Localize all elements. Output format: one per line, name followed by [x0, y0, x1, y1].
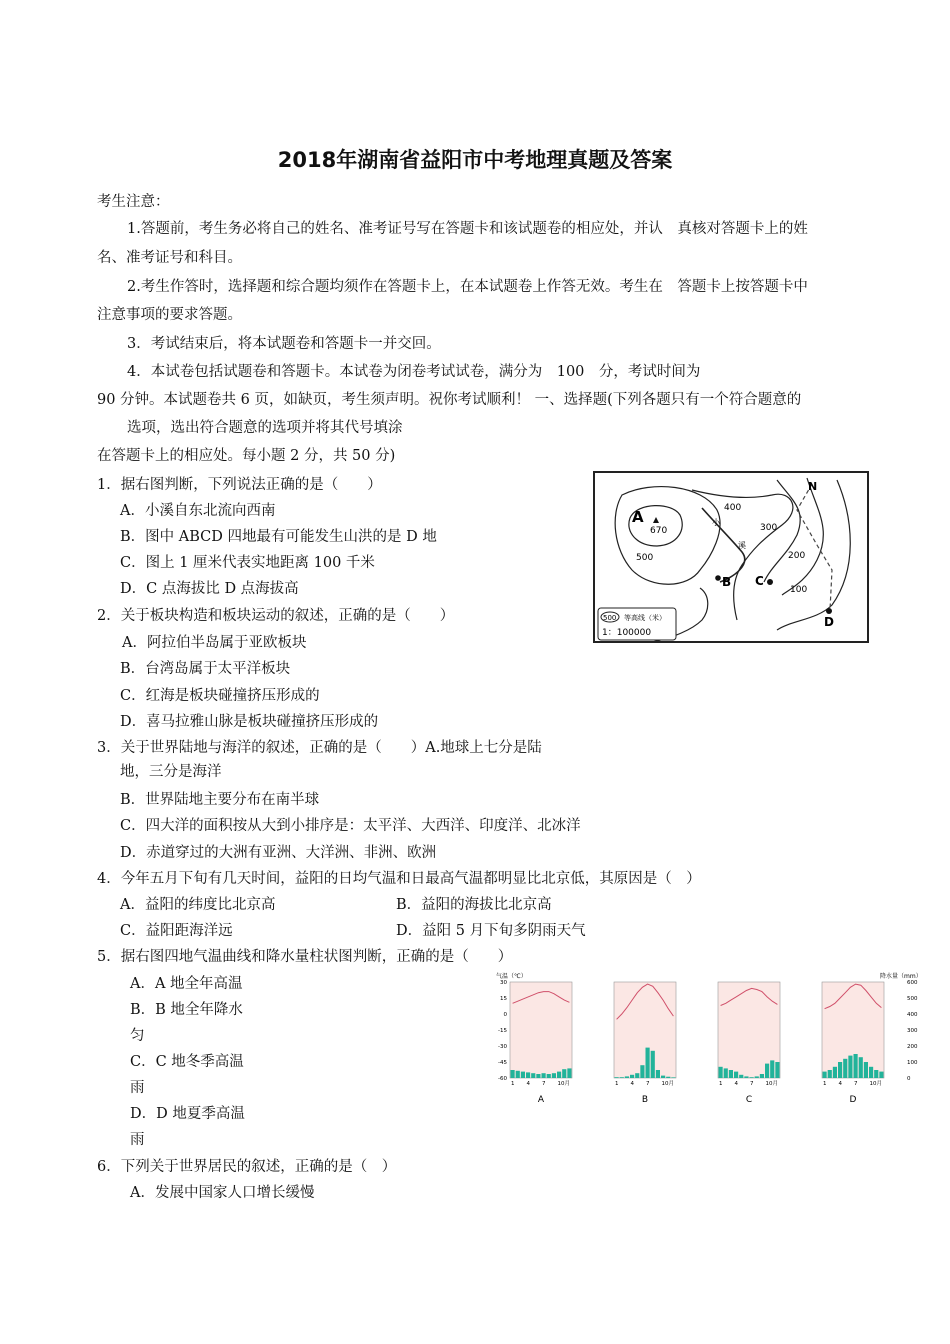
- month-tick-label: 1: [511, 1081, 515, 1087]
- q4-option-d: D．益阳 5 月下旬多阴雨天气: [396, 923, 586, 939]
- q4-option-c: C．益阳距海洋远: [120, 923, 233, 939]
- precip-bar: [823, 1072, 827, 1078]
- temp-tick-label: 30: [500, 980, 507, 986]
- q6-option-a: A．发展中国家人口增长缓慢: [130, 1185, 315, 1201]
- q4-option-b: B．益阳的海拔比北京高: [396, 897, 552, 913]
- precip-bar: [874, 1070, 878, 1078]
- precip-bar: [775, 1062, 779, 1078]
- precip-bar: [734, 1072, 738, 1078]
- month-tick-label: 7: [854, 1081, 858, 1087]
- precip-bar: [864, 1062, 868, 1078]
- precip-bar: [630, 1075, 634, 1078]
- precip-tick-label: 400: [907, 1012, 918, 1018]
- temp-tick-label: -15: [498, 1028, 507, 1034]
- notice-4: 4．本试卷包括试题卷和答题卡。本试卷为闭卷考试试卷，满分为 100 分，考试时间为: [127, 364, 701, 380]
- month-tick-label: 1: [719, 1081, 723, 1087]
- notice-1-cont: 名、准考证号和科目。: [97, 250, 242, 266]
- notice-4-cont3: 在答题卡上的相应处。每小题 2 分，共 50 分): [97, 448, 396, 464]
- month-tick-label: 4: [630, 1081, 634, 1087]
- point-c-marker: [767, 579, 773, 585]
- legend-label: 等高线（米）: [624, 614, 666, 622]
- month-tick-label: 10月: [557, 1081, 570, 1087]
- q5-option-d: D．D 地夏季高温: [130, 1106, 245, 1122]
- precip-bar: [646, 1048, 650, 1078]
- contour-map-figure: [592, 470, 872, 646]
- precip-tick-label: 100: [907, 1060, 918, 1066]
- notice-4-cont2: 选项，选出符合题意的选项并将其代号填涂: [127, 420, 403, 436]
- precip-bar: [531, 1073, 535, 1078]
- precip-bar: [843, 1059, 847, 1078]
- chart-plot-area: [822, 982, 884, 1078]
- precip-bar: [838, 1062, 842, 1078]
- q5-stem: 5．据右图四地气温曲线和降水量柱状图判断，正确的是（ ）: [97, 949, 513, 965]
- notice-2-cont: 注意事项的要求答题。: [97, 307, 242, 323]
- q3-option-c: C．四大洋的面积按从大到小排序是：太平洋、大西洋、印度洋、北冰洋: [120, 818, 581, 834]
- chart-label: A: [537, 1095, 545, 1105]
- precip-bar: [671, 1077, 675, 1078]
- chart-label: D: [849, 1095, 857, 1105]
- notice-heading: 考生注意：: [97, 194, 170, 210]
- precip-bar: [661, 1076, 665, 1078]
- temp-axis-title: 气温（℃）: [496, 973, 527, 980]
- q5-option-a: A．A 地全年高温: [130, 976, 243, 992]
- precip-bar: [750, 1077, 754, 1078]
- q2-option-d: D．喜马拉雅山脉是板块碰撞挤压形成的: [120, 714, 379, 730]
- q6-stem: 6．下列关于世界居民的叙述，正确的是（ ）: [97, 1159, 397, 1175]
- month-tick-label: 4: [526, 1081, 530, 1087]
- point-c-label: C: [755, 574, 764, 588]
- contour-label-400: 400: [724, 503, 742, 513]
- notice-2: 2.考生作答时，选择题和综合题均须作在答题卡上，在本试题卷上作答无效。考生在 答题卡上按答题卡中: [127, 279, 808, 295]
- precip-bar: [656, 1070, 660, 1078]
- precip-bar: [828, 1070, 832, 1078]
- precip-bar: [719, 1067, 723, 1078]
- q3-option-d: D．赤道穿过的大洲有亚洲、大洋洲、非洲、欧洲: [120, 845, 437, 861]
- month-tick-label: 4: [734, 1081, 738, 1087]
- q5-option-d-cont: 雨: [130, 1132, 145, 1148]
- month-tick-label: 1: [823, 1081, 827, 1087]
- north-label: N: [808, 480, 818, 493]
- contour-label-500: 500: [636, 553, 654, 563]
- chart-plot-area: [614, 982, 676, 1078]
- chart-plot-area: [510, 982, 572, 1078]
- q2-stem: 2．关于板块构造和板块运动的叙述，正确的是（ ）: [97, 608, 455, 624]
- point-d-marker: [826, 608, 832, 614]
- q1-option-c: C．图上 1 厘米代表实地距离 100 千米: [120, 555, 375, 571]
- precip-bar: [765, 1064, 769, 1078]
- q2-option-a: A．阿拉伯半岛属于亚欧板块: [122, 635, 307, 651]
- precip-bar: [724, 1068, 728, 1078]
- climate-charts-figure: [494, 970, 924, 1110]
- precip-bar: [848, 1056, 852, 1078]
- precip-bar: [666, 1077, 670, 1078]
- precip-bar: [625, 1076, 629, 1078]
- precip-bar: [739, 1075, 743, 1078]
- precip-bar: [521, 1072, 525, 1078]
- temp-tick-label: -45: [498, 1060, 507, 1066]
- month-tick-label: 10月: [765, 1081, 778, 1087]
- contour-label-300: 300: [760, 523, 778, 533]
- summit-value: 670: [650, 526, 668, 536]
- temp-tick-label: 0: [503, 1012, 507, 1018]
- q2-option-c: C．红海是板块碰撞挤压形成的: [120, 688, 320, 704]
- q1-option-b: B．图中 ABCD 四地最有可能发生山洪的是 D 地: [120, 529, 437, 545]
- notice-4-cont: 90 分钟。本试题卷共 6 页，如缺页，考生须声明。祝你考试顺利！ 一、选择题(下列各题只有一个符合题意的: [97, 392, 802, 408]
- point-d-label: D: [824, 615, 834, 629]
- page-title: 2018年湖南省益阳市中考地理真题及答案: [277, 148, 673, 172]
- precip-bar: [547, 1074, 551, 1078]
- precip-bar: [854, 1054, 858, 1078]
- q1-option-d: D．C 点海拔比 D 点海拔高: [120, 581, 299, 597]
- q3-option-b: B．世界陆地主要分布在南半球: [120, 792, 320, 808]
- stream-char-2: 溪: [738, 541, 746, 550]
- q2-option-b: B．台湾岛属于太平洋板块: [120, 661, 291, 677]
- precip-bar: [552, 1073, 556, 1078]
- precip-bar: [620, 1077, 624, 1078]
- notice-3: 3．考试结束后，将本试题卷和答题卡一并交回。: [127, 336, 441, 352]
- precip-bar: [542, 1073, 546, 1078]
- precip-bar: [557, 1072, 561, 1078]
- precip-tick-label: 300: [907, 1028, 918, 1034]
- precip-bar: [536, 1074, 540, 1078]
- precip-bar: [859, 1057, 863, 1078]
- precip-bar: [562, 1069, 566, 1078]
- map-scale: 1：100000: [602, 628, 652, 638]
- q1-stem: 1．据右图判断，下列说法正确的是（ ）: [97, 477, 382, 493]
- q5-option-b: B．B 地全年降水: [130, 1002, 243, 1018]
- precip-bar: [526, 1072, 530, 1078]
- precip-bar: [755, 1076, 759, 1078]
- precip-bar: [567, 1068, 571, 1078]
- precip-bar: [770, 1060, 774, 1078]
- q1-option-a: A．小溪自东北流向西南: [120, 503, 276, 519]
- month-tick-label: 7: [542, 1081, 546, 1087]
- legend-value: 500: [603, 614, 617, 622]
- precip-bar: [635, 1073, 639, 1078]
- precip-bar: [640, 1065, 644, 1078]
- q3-option-a-cont: 地，三分是海洋: [120, 764, 222, 780]
- precip-axis-title: 降水量（mm）: [880, 973, 922, 980]
- precip-bar: [879, 1072, 883, 1078]
- precip-tick-label: 500: [907, 996, 918, 1002]
- precip-tick-label: 0: [907, 1076, 911, 1082]
- month-tick-label: 7: [646, 1081, 650, 1087]
- temp-tick-label: -60: [498, 1076, 507, 1082]
- month-tick-label: 4: [838, 1081, 842, 1087]
- precip-bar: [760, 1074, 764, 1078]
- chart-label: C: [745, 1095, 753, 1105]
- month-tick-label: 1: [615, 1081, 619, 1087]
- precip-bar: [516, 1071, 520, 1078]
- q4-option-a: A．益阳的纬度比北京高: [120, 897, 276, 913]
- chart-label: B: [641, 1095, 649, 1105]
- precip-bar: [729, 1070, 733, 1078]
- precip-bar: [744, 1076, 748, 1078]
- point-a-label: A: [632, 508, 644, 526]
- precip-bar: [869, 1067, 873, 1078]
- precip-tick-label: 200: [907, 1044, 918, 1050]
- q4-stem: 4．今年五月下旬有几天时间，益阳的日均气温和日最高气温都明显比北京低，其原因是（ ）: [97, 871, 701, 887]
- month-tick-label: 7: [750, 1081, 754, 1087]
- point-b-marker: [715, 575, 721, 581]
- point-b-label: B: [722, 575, 732, 589]
- notice-1: 1.答题前，考生务必将自己的姓名、准考证号写在答题卡和该试题卷的相应处，并认 真核对答题卡上的姓: [127, 221, 808, 237]
- month-tick-label: 10月: [661, 1081, 674, 1087]
- q5-option-b-cont: 匀: [130, 1028, 145, 1044]
- contour-label-100: 100: [790, 585, 808, 595]
- precip-bar: [651, 1051, 655, 1078]
- precip-bar: [615, 1077, 619, 1078]
- q5-option-c-cont: 雨: [130, 1080, 145, 1096]
- temp-tick-label: -30: [498, 1044, 507, 1050]
- q3-stem: 3．关于世界陆地与海洋的叙述，正确的是（ ）A.地球上七分是陆: [97, 740, 542, 756]
- month-tick-label: 10月: [869, 1081, 882, 1087]
- precip-tick-label: 600: [907, 980, 918, 986]
- precip-bar: [833, 1067, 837, 1078]
- q5-option-c: C．C 地冬季高温: [130, 1054, 244, 1070]
- temp-tick-label: 15: [500, 996, 507, 1002]
- stream-char-1: 小: [712, 518, 720, 527]
- contour-label-200: 200: [788, 551, 806, 561]
- precip-bar: [511, 1070, 515, 1078]
